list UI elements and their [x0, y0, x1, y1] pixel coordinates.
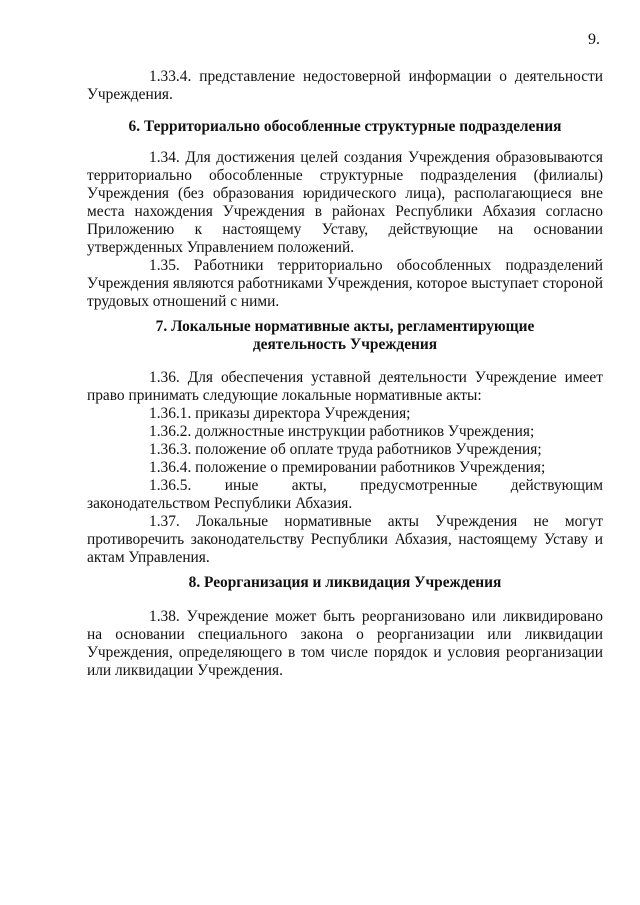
paragraph: 1.34. Для достижения целей создания Учреждения образовываются территориально обособленные структурные подразделения (филиалы) Учреждения (без образования юридического лица), располагающиеся вне места нахождения Учреждения в районах Республики Абхазия согласно Приложению к настоящему Уставу, действующие на основании утвержденных Управлением положений.	[87, 149, 603, 256]
section-7-body	[87, 369, 603, 567]
section-6	[87, 118, 603, 136]
list-item: 1.36.2. должностные инструкции работников Учреждения;	[149, 423, 535, 440]
section-7	[87, 318, 603, 354]
paragraph: 1.38. Учреждение может быть реорганизовано или ликвидировано на основании специального закона о реорганизации или ликвидации Учреждения, определяющего в том числе порядок и условия реорганизации или ликвидации Учреждения.	[87, 608, 603, 679]
section-heading: 6. Территориально обособленные структурные подразделения	[128, 118, 562, 135]
paragraph: 1.33.4. представление недостоверной информации о деятельности Учреждения.	[87, 68, 603, 103]
section-heading-line: 7. Локальные нормативные акты, регламентирующие	[155, 318, 535, 335]
list-item: 1.36.3. положение об оплате труда работников Учреждения;	[149, 441, 542, 458]
list-item: 1.36.4. положение о премировании работников Учреждения;	[149, 459, 546, 476]
section-8-body	[87, 608, 603, 680]
section-heading-line: деятельность Учреждения	[252, 336, 438, 353]
list-item: 1.36.1. приказы директора Учреждения;	[149, 405, 411, 422]
section-6-body	[87, 149, 603, 311]
clause-1-33-4	[87, 68, 603, 104]
paragraph: 1.37. Локальные нормативные акты Учреждения не могут противоречить законодательству Республики Абхазия, настоящему Уставу и актам Управления.	[87, 513, 603, 566]
paragraph: 1.36. Для обеспечения уставной деятельности Учреждение имеет право принимать следующие локальные нормативные акты:	[87, 369, 603, 404]
page-number: 9.	[588, 31, 600, 48]
section-heading: 8. Реорганизация и ликвидация Учреждения	[188, 574, 502, 591]
paragraph: 1.35. Работники территориально обособленных подразделений Учреждения являются работниками Учреждения, которое выступает стороной трудовых отношений с ними.	[87, 257, 603, 310]
section-8	[87, 574, 603, 592]
list-item: 1.36.5. иные акты, предусмотренные действующим законодательством Республики Абхазия.	[87, 477, 603, 512]
